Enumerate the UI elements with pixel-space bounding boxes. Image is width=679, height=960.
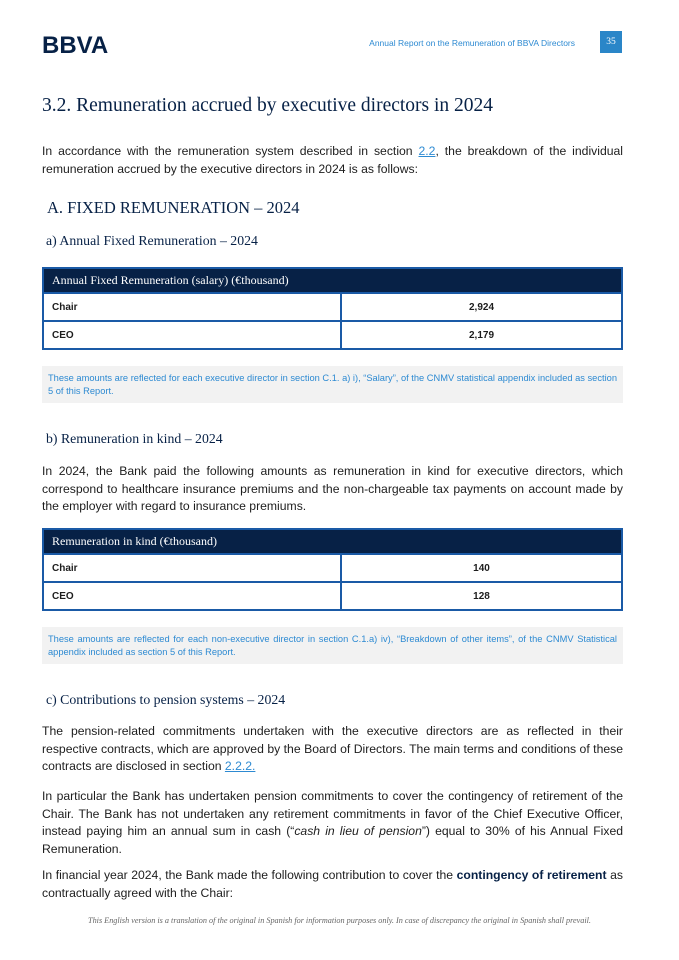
bbva-logo-icon — [42, 32, 120, 56]
row-label: Chair — [44, 294, 342, 320]
annual-fixed-remuneration-heading: a) Annual Fixed Remuneration – 2024 — [46, 233, 258, 248]
fixed-remuneration-table — [42, 267, 623, 350]
svg-text:BBVA: BBVA — [42, 32, 109, 56]
row-value: 140 — [473, 562, 490, 574]
remuneration-in-kind-note: These amounts are reflected for each non-executive director in section C.1.a) iv), “Breakdown of other items”, of the CNMV Statistical appendix included as section 5 of this Report. — [42, 627, 623, 664]
row-value: 128 — [473, 590, 490, 602]
intro-paragraph: In accordance with the remuneration system described in section 2.2, the breakdown of the individual remuneration accrued by the executive directors in 2024 is as follows: — [42, 144, 623, 176]
table-header: Remuneration in kind (€thousand) — [44, 530, 621, 553]
section-2-2-link[interactable]: 2.2 — [418, 144, 436, 158]
translation-disclaimer: This English version is a translation of the original in Spanish for information purposes only. In case of discrepancy the original in Spanish shall prevail. — [88, 916, 591, 925]
pension-paragraph-1: The pension-related commitments undertaken with the executive directors are as reflected in their respective contracts, which are approved by the Board of Directors. The main terms and conditions of these contracts are disclosed in section 2.2.2. — [42, 724, 623, 773]
table-row — [44, 553, 621, 581]
row-label: CEO — [44, 322, 342, 348]
row-label: Chair — [44, 555, 342, 581]
remuneration-in-kind-heading: b) Remuneration in kind – 2024 — [46, 431, 223, 446]
fixed-remuneration-heading: A. FIXED REMUNERATION – 2024 — [47, 198, 300, 217]
section-2-2-2-link[interactable]: 2.2.2. — [224, 759, 256, 773]
remuneration-in-kind-paragraph: In 2024, the Bank paid the following amounts as remuneration in kind for executive directors, which correspond to healthcare insurance premiums and the non-chargeable tax payments on account made by the employer with regard to insurance premiums. — [42, 464, 623, 513]
pension-contributions-heading: c) Contributions to pension systems – 2024 — [46, 692, 286, 707]
row-value: 2,179 — [468, 329, 495, 341]
table-row — [44, 581, 621, 609]
page-number: 35 — [600, 31, 622, 53]
fixed-remuneration-note: These amounts are reflected for each executive director in section C.1. a) i), “Salary”, of the CNMV statistical appendix included as section 5 of this Report. — [42, 366, 623, 403]
table-header: Annual Fixed Remuneration (salary) (€thousand) — [44, 269, 621, 292]
row-label: CEO — [44, 583, 342, 609]
row-value: 2,924 — [468, 301, 495, 313]
pension-paragraph-2: In particular the Bank has undertaken pension commitments to cover the contingency of retirement of the Chair. The Bank has not undertaken any retirement commitments in favor of the Chief Executive Officer, instead paying him an annual sum in cash (“cash in lieu of pension”) equal to 30% of his Annual Fixed Remuneration. — [42, 789, 623, 856]
section-title: 3.2. Remuneration accrued by executive directors in 2024 — [42, 95, 494, 116]
table-row — [44, 320, 621, 348]
pension-paragraph-3: In financial year 2024, the Bank made the following contribution to cover the contingency of retirement as contractually agreed with the Chair: — [42, 868, 623, 900]
bbva-logo — [42, 32, 120, 61]
remuneration-in-kind-table — [42, 528, 623, 611]
table-row — [44, 292, 621, 320]
report-title: Annual Report on the Remuneration of BBVA Directors — [369, 38, 575, 48]
